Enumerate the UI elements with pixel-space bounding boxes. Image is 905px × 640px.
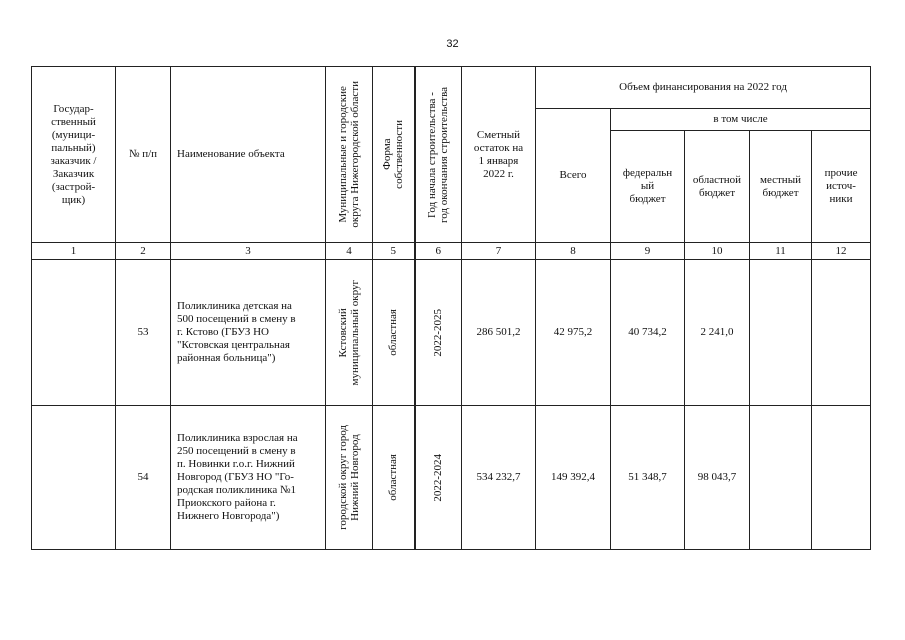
cell-total: 149 392,4 <box>536 406 611 550</box>
header-customer: Государ- ственный (муници- пальный) заказчик / Заказчик (застрой- щик) <box>32 67 116 243</box>
cell-municipality <box>326 406 373 550</box>
header-other: прочие источ- ники <box>812 131 871 243</box>
column-number: 7 <box>462 243 536 260</box>
cell-years-text: 2022-2024 <box>432 453 445 502</box>
cell-municipality <box>326 260 373 406</box>
header-municipality <box>326 67 373 243</box>
cell-other <box>812 406 871 550</box>
column-number: 11 <box>750 243 812 260</box>
column-number: 2 <box>116 243 171 260</box>
page-number: 32 <box>446 38 459 50</box>
column-number: 9 <box>611 243 685 260</box>
column-number: 1 <box>32 243 116 260</box>
header-total: Всего <box>536 109 611 243</box>
column-number: 6 <box>415 243 462 260</box>
cell-estimate: 286 501,2 <box>462 260 536 406</box>
cell-customer <box>32 260 116 406</box>
cell-object-name: Поликлиника детская на 500 посещений в смену в г. Кстово (ГБУЗ НО "Кстовская центральная районная больница") <box>171 260 326 406</box>
column-number: 4 <box>326 243 373 260</box>
header-financing-volume: Объем финансирования на 2022 год <box>536 67 871 109</box>
cell-other <box>812 260 871 406</box>
header-estimate-balance: Сметный остаток на 1 января 2022 г. <box>462 67 536 243</box>
column-number: 3 <box>171 243 326 260</box>
financing-table <box>31 66 871 550</box>
header-regional: областной бюджет <box>685 131 750 243</box>
cell-customer <box>32 406 116 550</box>
header-federal: федеральн ый бюджет <box>611 131 685 243</box>
column-number: 10 <box>685 243 750 260</box>
header-local: местный бюджет <box>750 131 812 243</box>
cell-municipality-text: Кстовский муниципальный округ <box>337 279 361 386</box>
cell-federal: 51 348,7 <box>611 406 685 550</box>
table-row <box>32 260 871 406</box>
cell-estimate: 534 232,7 <box>462 406 536 550</box>
cell-years-text: 2022-2025 <box>432 308 445 357</box>
header-object-name: Наименование объекта <box>171 67 326 243</box>
header-years-text: Год начала строительства - год окончания строительства <box>426 86 451 223</box>
header-including: в том числе <box>611 109 871 131</box>
cell-years <box>415 260 462 406</box>
header-ownership <box>373 67 415 243</box>
cell-ownership-text: областная <box>387 454 400 501</box>
cell-federal: 40 734,2 <box>611 260 685 406</box>
column-number: 8 <box>536 243 611 260</box>
table-row <box>32 406 871 550</box>
header-number: № п/п <box>116 67 171 243</box>
column-number: 12 <box>812 243 871 260</box>
header-municipality-text: Муниципальные и городские округа Нижегородской области <box>337 81 361 228</box>
cell-regional: 2 241,0 <box>685 260 750 406</box>
cell-total: 42 975,2 <box>536 260 611 406</box>
cell-ownership <box>373 260 415 406</box>
header-ownership-text: Форма собственности <box>381 120 406 189</box>
cell-local <box>750 260 812 406</box>
cell-number: 53 <box>116 260 171 406</box>
cell-years <box>415 406 462 550</box>
cell-local <box>750 406 812 550</box>
cell-municipality-text: городской округ город Нижний Новгород <box>337 425 361 530</box>
header-years <box>415 67 462 243</box>
cell-ownership <box>373 406 415 550</box>
column-number: 5 <box>373 243 415 260</box>
cell-ownership-text: областная <box>387 309 400 356</box>
cell-number: 54 <box>116 406 171 550</box>
cell-regional: 98 043,7 <box>685 406 750 550</box>
cell-object-name: Поликлиника взрослая на 250 посещений в смену в п. Новинки г.о.г. Нижний Новгород (ГБУЗ НО "Го- родская поликлиника №1 Приокского района г. Нижнего Новгорода") <box>171 406 326 550</box>
